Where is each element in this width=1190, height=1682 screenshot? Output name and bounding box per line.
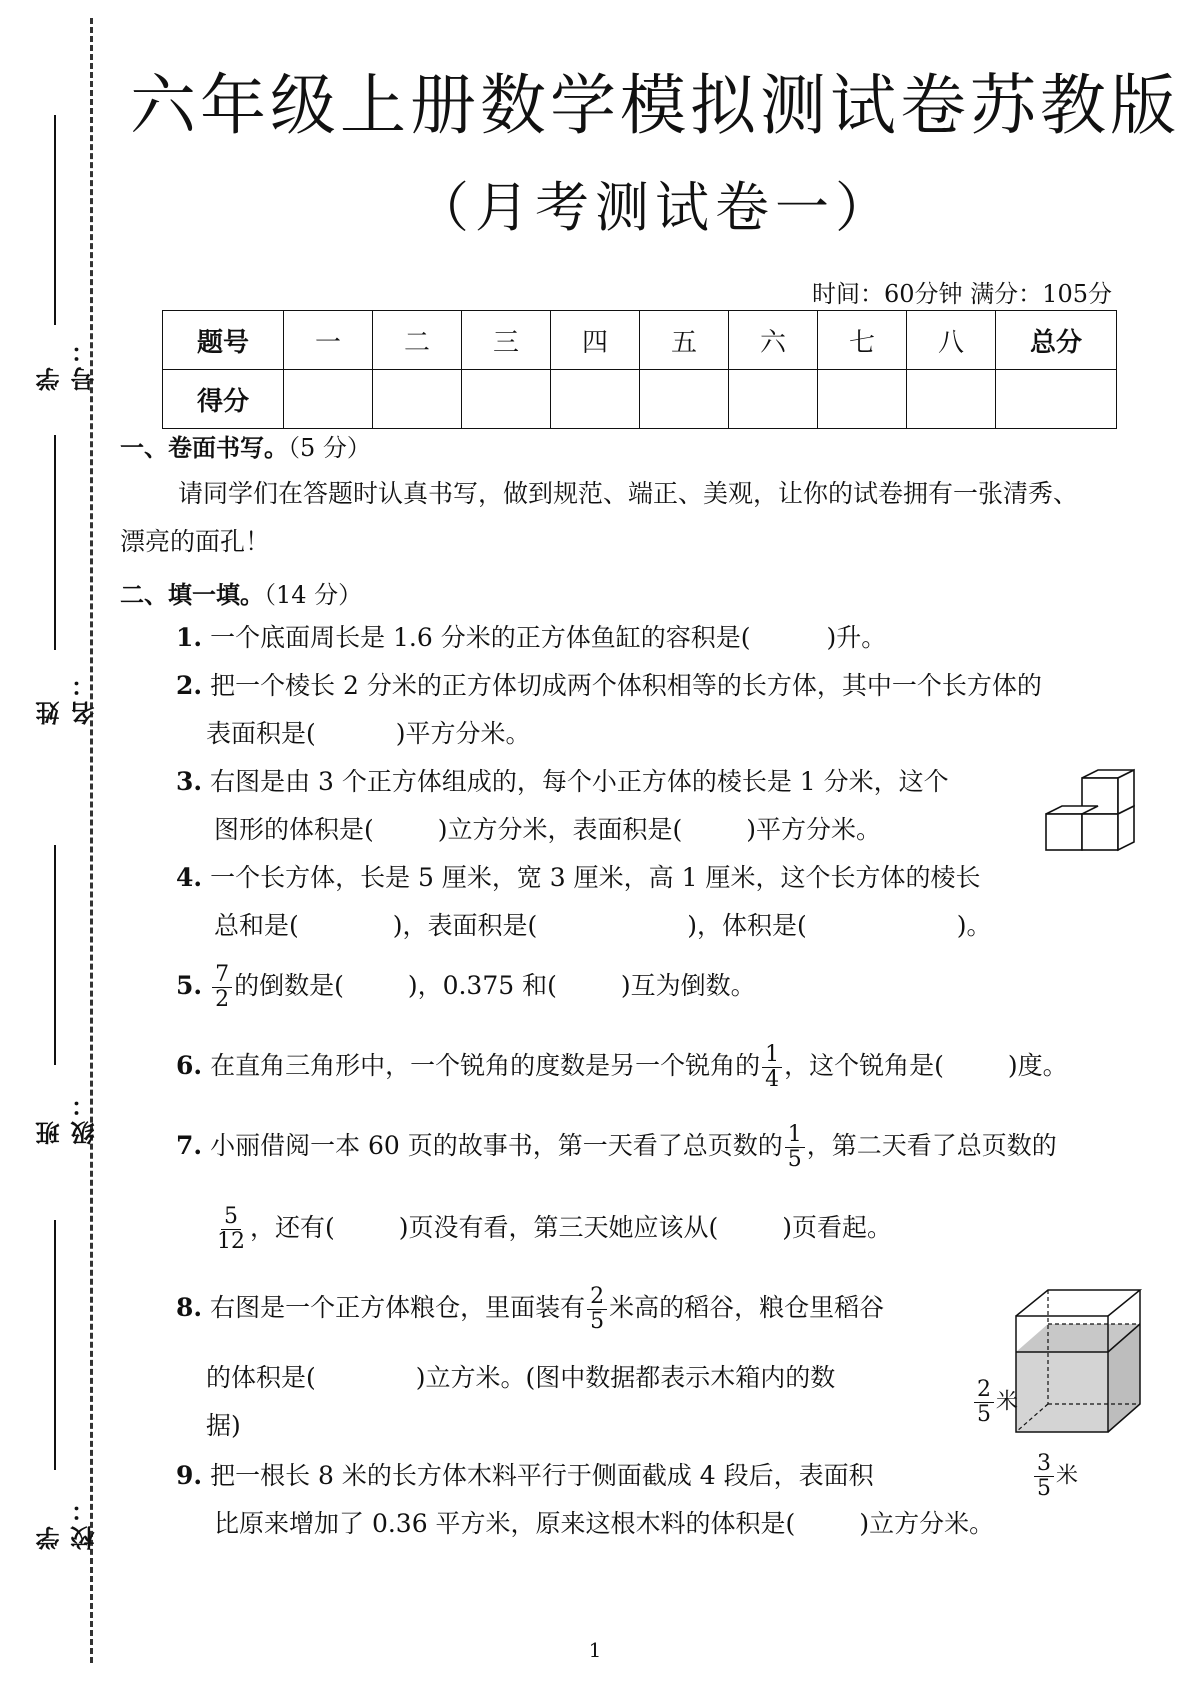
question-4-line1 — [176, 854, 980, 902]
score-header-cell: 总分 — [996, 311, 1117, 370]
fraction — [587, 1285, 607, 1334]
score-header-cell: 六 — [729, 311, 818, 370]
question-text: )互为倒数。 — [620, 971, 756, 1000]
question-text: 总和是( — [214, 911, 299, 940]
score-cell[interactable] — [640, 370, 729, 429]
score-header-cell: 题号 — [163, 311, 284, 370]
fraction-denominator: 2 — [215, 987, 230, 1012]
name-field[interactable] — [22, 435, 99, 725]
question-3-line2 — [214, 806, 881, 854]
question-number: 4. — [176, 863, 203, 892]
question-9-line1 — [176, 1452, 874, 1500]
score-cell[interactable] — [818, 370, 907, 429]
fraction — [214, 1205, 248, 1254]
question-number: 6. — [176, 1051, 203, 1080]
class-field[interactable] — [22, 845, 99, 1145]
height-label — [972, 1378, 1018, 1427]
fraction — [1034, 1452, 1054, 1501]
question-number: 8. — [176, 1293, 203, 1322]
question-text: 在直角三角形中，一个锐角的度数是另一个锐角的 — [210, 1051, 761, 1080]
question-text: )，0.375 和( — [407, 971, 557, 1000]
score-header-cell: 七 — [818, 311, 907, 370]
cube-right-front — [1082, 814, 1118, 850]
question-number: 1. — [176, 623, 203, 652]
question-2-line1 — [176, 662, 1042, 710]
question-text: 米高的稻谷，粮仓里稻谷 — [609, 1293, 885, 1322]
cube-top-edges — [1016, 1290, 1140, 1316]
score-cell[interactable] — [373, 370, 462, 429]
fraction-denominator: 5 — [590, 1309, 605, 1334]
question-text: 表面积是( — [206, 719, 316, 748]
score-cell[interactable] — [729, 370, 818, 429]
school-rule — [54, 1220, 56, 1470]
question-text: 图形的体积是( — [214, 815, 374, 844]
class-label: 班级： — [35, 1089, 99, 1145]
score-header-cell: 四 — [551, 311, 640, 370]
question-text: 一个长方体，长是 5 厘米，宽 3 厘米，高 1 厘米，这个长方体的棱长 — [210, 863, 981, 892]
student-id-field[interactable] — [22, 115, 99, 391]
question-text: ，第二天看了总页数的 — [806, 1131, 1057, 1160]
page-subtitle: （月考测试卷一） — [415, 176, 895, 239]
question-7-line1 — [176, 1122, 1057, 1172]
school-label: 学校： — [35, 1494, 99, 1550]
fraction-denominator: 5 — [977, 1402, 991, 1427]
fraction-denominator: 4 — [765, 1067, 780, 1092]
fraction-numerator: 1 — [762, 1043, 782, 1068]
score-header-cell: 八 — [907, 311, 996, 370]
class-rule — [54, 845, 56, 1065]
score-cell[interactable] — [551, 370, 640, 429]
question-text: )平方分米。 — [395, 719, 531, 748]
width-label — [1032, 1452, 1078, 1501]
fraction-numerator: 1 — [785, 1123, 805, 1148]
question-text: 比原来增加了 0.36 平方米，原来这根木料的体积是( — [214, 1509, 796, 1538]
section-2-heading — [120, 575, 362, 610]
name-rule — [54, 435, 56, 650]
section-1-heading — [120, 428, 371, 463]
score-header-cell: 二 — [373, 311, 462, 370]
question-number: 2. — [176, 671, 203, 700]
question-text: )页看起。 — [782, 1213, 893, 1242]
score-header-cell: 一 — [284, 311, 373, 370]
fraction-numerator: 3 — [1034, 1452, 1054, 1477]
question-8-line3: 据) — [206, 1411, 241, 1440]
question-8-line2 — [206, 1354, 835, 1402]
question-text: )立方米。(图中数据都表示木箱内的数 — [415, 1363, 836, 1392]
unit-label: 米 — [996, 1389, 1019, 1415]
question-text: 的倒数是( — [234, 971, 344, 1000]
question-number: 5. — [176, 971, 203, 1000]
section-2-points: （14 分） — [264, 581, 363, 609]
page-title: 六年级上册数学模拟测试卷苏教版 — [130, 67, 1180, 144]
score-table-score-row — [163, 370, 1117, 429]
question-6 — [176, 1042, 1068, 1092]
question-text: 把一根长 8 米的长方体木料平行于侧面截成 4 段后，表面积 — [210, 1461, 874, 1490]
score-cell[interactable] — [284, 370, 373, 429]
question-8-line1 — [176, 1284, 884, 1334]
binding-dashed-line — [90, 18, 93, 1663]
question-text: )。 — [956, 911, 992, 940]
question-5 — [176, 962, 756, 1012]
fraction-denominator: 5 — [1037, 1476, 1051, 1501]
question-text: 的体积是( — [206, 1363, 316, 1392]
question-text: )页没有看，第三天她应该从( — [398, 1213, 719, 1242]
question-text: )升。 — [826, 623, 887, 652]
fraction — [974, 1378, 994, 1427]
question-text: )立方分米。 — [859, 1509, 995, 1538]
student-id-label: 学号： — [35, 335, 99, 391]
name-label: 姓名： — [35, 669, 99, 725]
question-text: 右图是由 3 个正方体组成的，每个小正方体的棱长是 1 分米，这个 — [210, 767, 949, 796]
score-row-label: 得分 — [163, 370, 284, 429]
question-1 — [176, 614, 886, 662]
section-1-points: （5 分） — [288, 434, 371, 462]
page-number: 1 — [588, 1638, 602, 1662]
score-cell[interactable] — [907, 370, 996, 429]
cube-right-side — [1118, 806, 1134, 850]
unit-label: 米 — [1056, 1463, 1079, 1489]
question-4-line2 — [214, 902, 992, 950]
granary-cube-figure — [1008, 1288, 1158, 1438]
question-number: 9. — [176, 1461, 203, 1490]
fraction-numerator: 5 — [221, 1205, 241, 1230]
score-cell[interactable] — [996, 370, 1117, 429]
question-text: 小丽借阅一本 60 页的故事书，第一天看了总页数的 — [210, 1131, 783, 1160]
question-2-line2 — [206, 710, 531, 758]
question-text: )立方分米，表面积是( — [437, 815, 683, 844]
score-header-cell: 三 — [462, 311, 551, 370]
three-cubes-figure — [1038, 768, 1150, 868]
question-3-line1 — [176, 758, 949, 806]
fraction — [762, 1043, 782, 1092]
question-9-line2 — [214, 1500, 994, 1548]
exam-meta: 时间：60分钟 满分：105分 — [812, 280, 1112, 308]
score-table — [162, 310, 1117, 429]
question-text: 把一个棱长 2 分米的正方体切成两个体积相等的长方体，其中一个长方体的 — [210, 671, 1042, 700]
score-cell[interactable] — [462, 370, 551, 429]
question-text: )度。 — [1007, 1051, 1068, 1080]
question-text: ，这个锐角是( — [784, 1051, 944, 1080]
score-header-cell: 五 — [640, 311, 729, 370]
section-1-body-line2: 漂亮的面孔！ — [120, 527, 271, 556]
fraction-denominator: 12 — [217, 1229, 245, 1254]
section-1-title: 一、卷面书写。 — [120, 433, 288, 462]
question-text: )，体积是( — [687, 911, 807, 940]
question-7-line2 — [212, 1204, 892, 1254]
fraction — [785, 1123, 805, 1172]
question-number: 7. — [176, 1131, 203, 1160]
student-id-rule — [54, 115, 56, 325]
fraction-numerator: 2 — [587, 1285, 607, 1310]
fraction-numerator: 2 — [974, 1378, 994, 1403]
question-text: ，还有( — [250, 1213, 335, 1242]
cube-left-front — [1046, 814, 1082, 850]
question-text: )，表面积是( — [392, 911, 538, 940]
fraction-denominator: 5 — [787, 1147, 802, 1172]
fraction — [212, 963, 232, 1012]
question-text: 右图是一个正方体粮仓，里面装有 — [210, 1293, 586, 1322]
question-text: )平方分米。 — [746, 815, 882, 844]
section-1-body-line1: 请同学们在答题时认真书写，做到规范、端正、美观，让你的试卷拥有一张清秀、 — [178, 479, 1079, 508]
question-number: 3. — [176, 767, 203, 796]
section-2-title: 二、填一填。 — [120, 580, 264, 609]
fraction-numerator: 7 — [212, 963, 232, 988]
school-field[interactable] — [22, 1220, 99, 1550]
question-text: 一个底面周长是 1.6 分米的正方体鱼缸的容积是( — [210, 623, 751, 652]
score-table-header-row — [163, 311, 1117, 370]
